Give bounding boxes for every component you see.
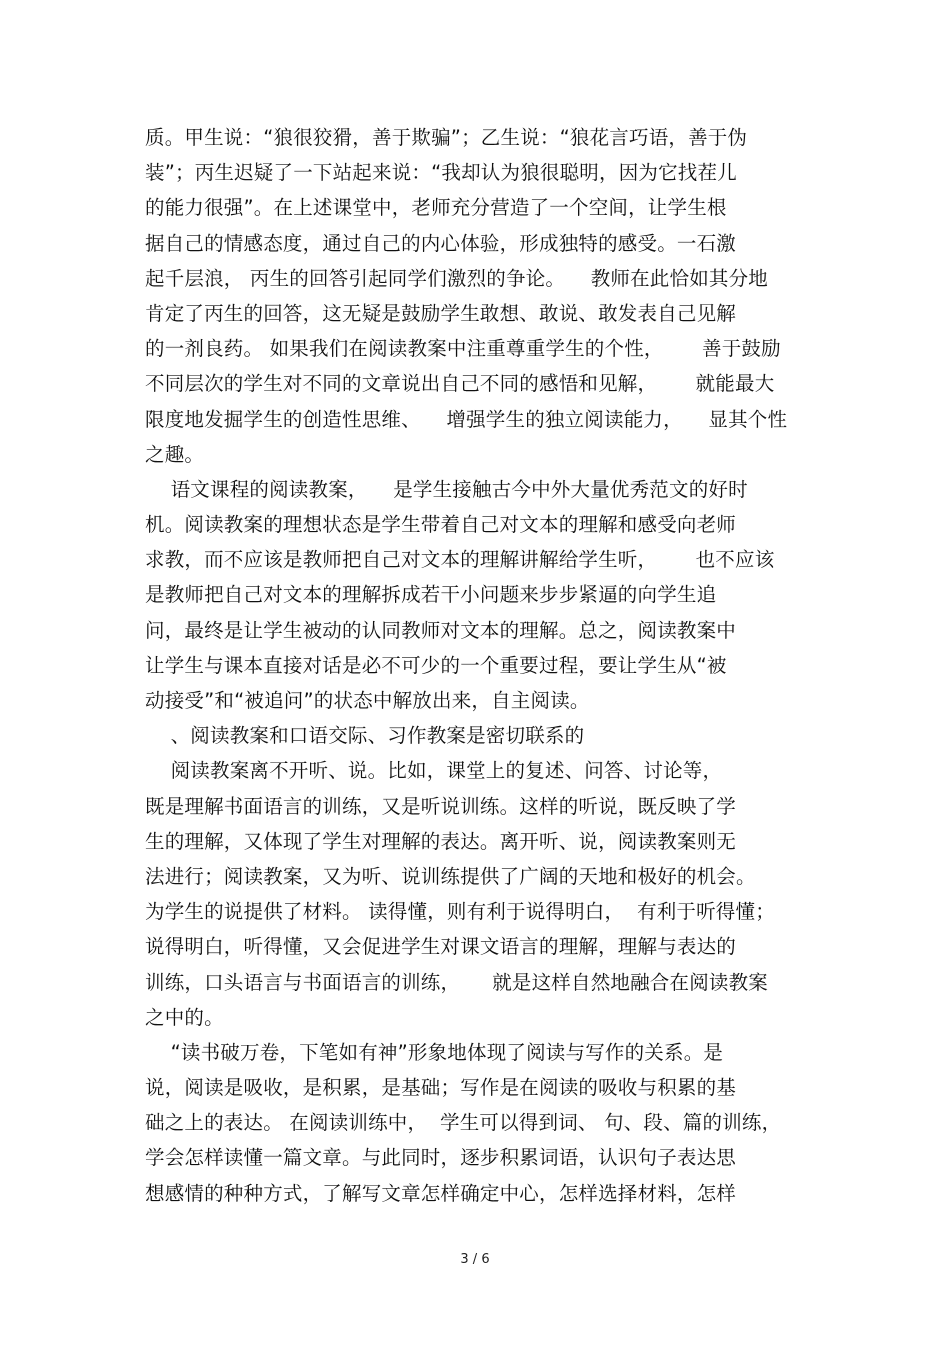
- text-line: 训练，口头语言与书面语言的训练， 就是这样自然地融合在阅读教案: [145, 970, 768, 994]
- text-line: 之中的。: [145, 1005, 224, 1029]
- text-line: “读书破万卷，下笔如有神”形象地体现了阅读与写作的关系。是: [145, 1040, 724, 1064]
- text-line: 据自己的情感态度，通过自己的内心体验，形成独特的感受。一石激: [145, 231, 737, 255]
- body-text: [145, 120, 825, 1211]
- text-line: 肯定了丙生的回答，这无疑是鼓励学生敢想、敢说、敢发表自己见解: [145, 301, 737, 325]
- text-line: 问，最终是让学生被动的认同教师对文本的理解。总之，阅读教案中: [145, 618, 737, 642]
- text-line: 阅读教案离不开听、说。比如，课堂上的复述、问答、讨论等，: [145, 759, 723, 783]
- text-line: 不同层次的学生对不同的文章说出自己不同的感悟和见解， 就能最大: [145, 372, 775, 396]
- text-line: 说得明白，听得懂，又会促进学生对课文语言的理解，理解与表达的: [145, 935, 737, 959]
- text-line: 语文课程的阅读教案， 是学生接触古今中外大量优秀范文的好时: [145, 477, 748, 501]
- text-line: 动接受”和“被追问”的状态中解放出来，自主阅读。: [145, 689, 590, 712]
- text-line: 生的理解，又体现了学生对理解的表达。离开听、说，阅读教案则无: [145, 829, 737, 853]
- section-heading: 、阅读教案和口语交际、习作教案是密切联系的: [145, 724, 585, 748]
- text-line: 机。阅读教案的理想状态是学生带着自己对文本的理解和感受向老师: [145, 513, 737, 537]
- text-line: 础之上的表达。 在阅读训练中， 学生可以得到词、 句、段、篇的训练，: [145, 1111, 782, 1135]
- text-line: 想感情的种种方式，了解写文章怎样确定中心，怎样选择材料，怎样: [145, 1181, 737, 1205]
- text-line: 求教，而不应该是教师把自己对文本的理解讲解给学生听， 也不应该: [145, 548, 775, 572]
- text-line: 的能力很强”。在上述课堂中，老师充分营造了一个空间，让学生根: [145, 196, 727, 220]
- text-line: 起千层浪， 丙生的回答引起同学们激烈的争论。 教师在此恰如其分地: [145, 266, 768, 290]
- text-line: 之趣。: [145, 442, 205, 466]
- text-line: 的一剂良药。 如果我们在阅读教案中注重尊重学生的个性， 善于鼓励: [145, 337, 781, 361]
- text-line: 说，阅读是吸收，是积累，是基础；写作是在阅读的吸收与积累的基: [145, 1076, 737, 1100]
- text-line: 既是理解书面语言的训练，又是听说训练。这样的听说，既反映了学: [145, 794, 737, 818]
- text-line: 为学生的说提供了材料。 读得懂，则有利于说得明白， 有利于听得懂；: [145, 900, 775, 924]
- text-line: 质。甲生说：“狼很狡猾，善于欺骗”；乙生说：“狼花言巧语，善于伪: [145, 126, 748, 149]
- text-line: 装”；丙生迟疑了一下站起来说：“我却认为狼很聪明，因为它找茬儿: [145, 161, 737, 185]
- page-number: 3 / 6: [460, 1252, 490, 1267]
- text-line: 是教师把自己对文本的理解拆成若干小问题来步步紧逼的向学生追: [145, 583, 717, 607]
- text-line: 法进行；阅读教案，又为听、说训练提供了广阔的天地和极好的机会。: [145, 864, 756, 888]
- text-line: 学会怎样读懂一篇文章。与此同时，逐步积累词语，认识句子表达思: [145, 1146, 737, 1170]
- text-line: 让学生与课本直接对话是必不可少的一个重要过程，要让学生从“被: [145, 653, 727, 677]
- text-line: 限度地发掘学生的创造性思维、 增强学生的独立阅读能力， 显其个性: [145, 407, 788, 431]
